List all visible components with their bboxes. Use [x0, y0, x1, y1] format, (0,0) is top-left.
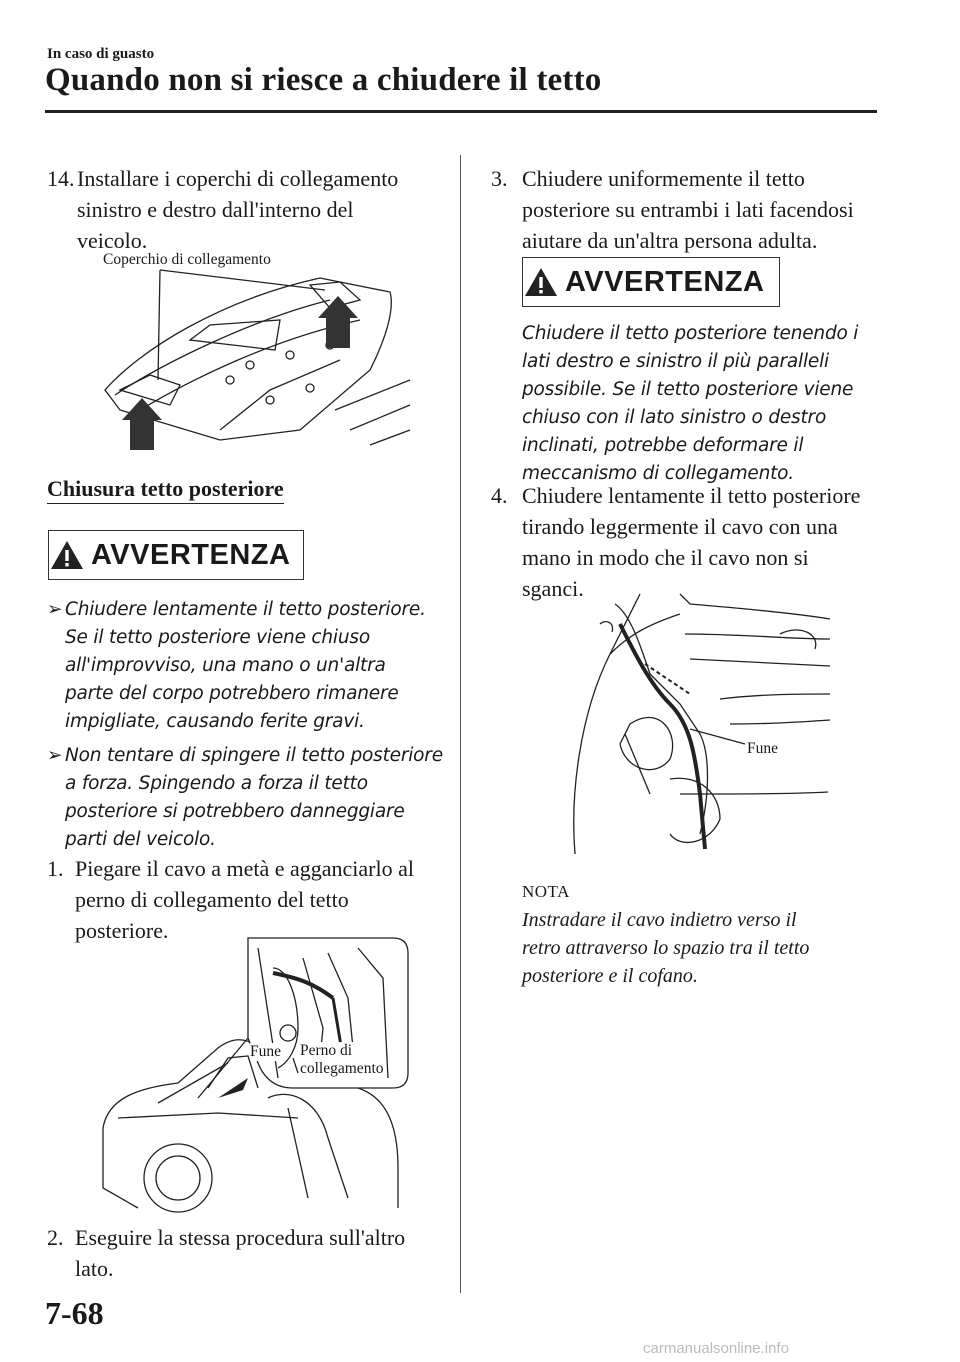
step-14	[47, 163, 398, 256]
warning-text	[522, 320, 882, 488]
step-number: 3.	[491, 166, 508, 191]
warning-line: possibile. Se il tetto posteriore viene	[522, 379, 854, 400]
fig2-label-perno	[300, 1042, 384, 1078]
watermark: carmanualsonline.info	[643, 1340, 789, 1357]
fig3-label-fune: Fune	[747, 740, 778, 757]
label-line: collegamento	[300, 1060, 384, 1077]
column-divider	[460, 155, 461, 1293]
label-line: Perno di	[300, 1042, 353, 1059]
step-line: Installare i coperchi di collegamento	[77, 166, 399, 191]
step-number: 2.	[47, 1225, 64, 1250]
warning-text	[47, 596, 447, 854]
warning-bullet	[47, 742, 447, 854]
step-line: lato.	[75, 1256, 114, 1281]
arrow-bullet-icon: ➢	[47, 745, 63, 766]
warning-triangle-icon	[49, 539, 85, 571]
step-1	[47, 853, 414, 946]
fig2-label-fune: Fune	[250, 1043, 281, 1060]
warning-line: parti del veicolo.	[65, 829, 216, 850]
step-line: sganci.	[522, 576, 584, 601]
cable-pull-illustration	[570, 594, 832, 862]
step-2	[47, 1222, 405, 1284]
warning-line: chiuso con il lato sinistro o destro	[522, 407, 827, 428]
step-number: 1.	[47, 856, 64, 881]
warning-line: Chiudere lentamente il tetto posteriore.	[65, 599, 426, 620]
step-number: 4.	[491, 483, 508, 508]
warning-triangle-icon	[523, 266, 559, 298]
subheading: Chiusura tetto posteriore	[47, 476, 284, 504]
step-4	[491, 480, 860, 604]
warning-box	[522, 257, 780, 307]
step-3	[491, 163, 854, 256]
page-title: Quando non si riesce a chiudere il tetto	[45, 62, 602, 98]
roof-cover-illustration	[100, 270, 412, 450]
warning-line: Non tentare di spingere il tetto posteriore	[65, 745, 443, 766]
nota-line: retro attraverso lo spazio tra il tetto	[522, 937, 810, 959]
warning-line: impigliate, causando ferite gravi.	[65, 711, 365, 732]
nota-line: posteriore e il cofano.	[522, 965, 698, 987]
step-line: Chiudere uniformemente il tetto	[522, 166, 805, 191]
step-line: posteriore.	[75, 918, 169, 943]
step-number: 14.	[47, 166, 75, 191]
warning-line: Chiudere il tetto posteriore tenendo i	[522, 323, 859, 344]
warning-label: AVVERTENZA	[565, 265, 765, 298]
warning-box	[48, 530, 304, 580]
warning-line: parte del corpo potrebbero rimanere	[65, 683, 399, 704]
step-line: Chiudere lentamente il tetto posteriore	[522, 483, 861, 508]
step-line: mano in modo che il cavo non si	[522, 545, 809, 570]
nota-line: Instradare il cavo indietro verso il	[522, 909, 797, 931]
step-line: Eseguire la stessa procedura sull'altro	[75, 1225, 406, 1250]
step-line: veicolo.	[77, 228, 148, 253]
nota-block	[522, 878, 809, 990]
warning-line: Se il tetto posteriore viene chiuso	[65, 627, 370, 648]
warning-line: lati destro e sinistro il più paralleli	[522, 351, 829, 372]
header-rule	[45, 110, 877, 113]
page-number: 7-68	[45, 1295, 104, 1331]
nota-title: NOTA	[522, 882, 570, 901]
step-line: sinistro e destro dall'interno del	[77, 197, 354, 222]
warning-line: inclinati, potrebbe deformare il	[522, 435, 804, 456]
warning-bullet	[47, 596, 447, 736]
warning-line: all'improvviso, una mano o un'altra	[65, 655, 386, 676]
step-line: posteriore su entrambi i lati facendosi	[522, 197, 854, 222]
warning-line: a forza. Spingendo a forza il tetto	[65, 773, 368, 794]
fig1-caption: Coperchio di collegamento	[103, 251, 271, 268]
section-label: In caso di guasto	[47, 46, 155, 62]
warning-label: AVVERTENZA	[91, 538, 291, 571]
arrow-bullet-icon: ➢	[47, 599, 63, 620]
step-line: perno di collegamento del tetto	[75, 887, 349, 912]
step-line: aiutare da un'altra persona adulta.	[522, 228, 818, 253]
step-line: tirando leggermente il cavo con una	[522, 514, 838, 539]
warning-line: posteriore si potrebbero danneggiare	[65, 801, 405, 822]
step-line: Piegare il cavo a metà e agganciarlo al	[75, 856, 414, 881]
warning-line: meccanismo di collegamento.	[522, 463, 794, 484]
